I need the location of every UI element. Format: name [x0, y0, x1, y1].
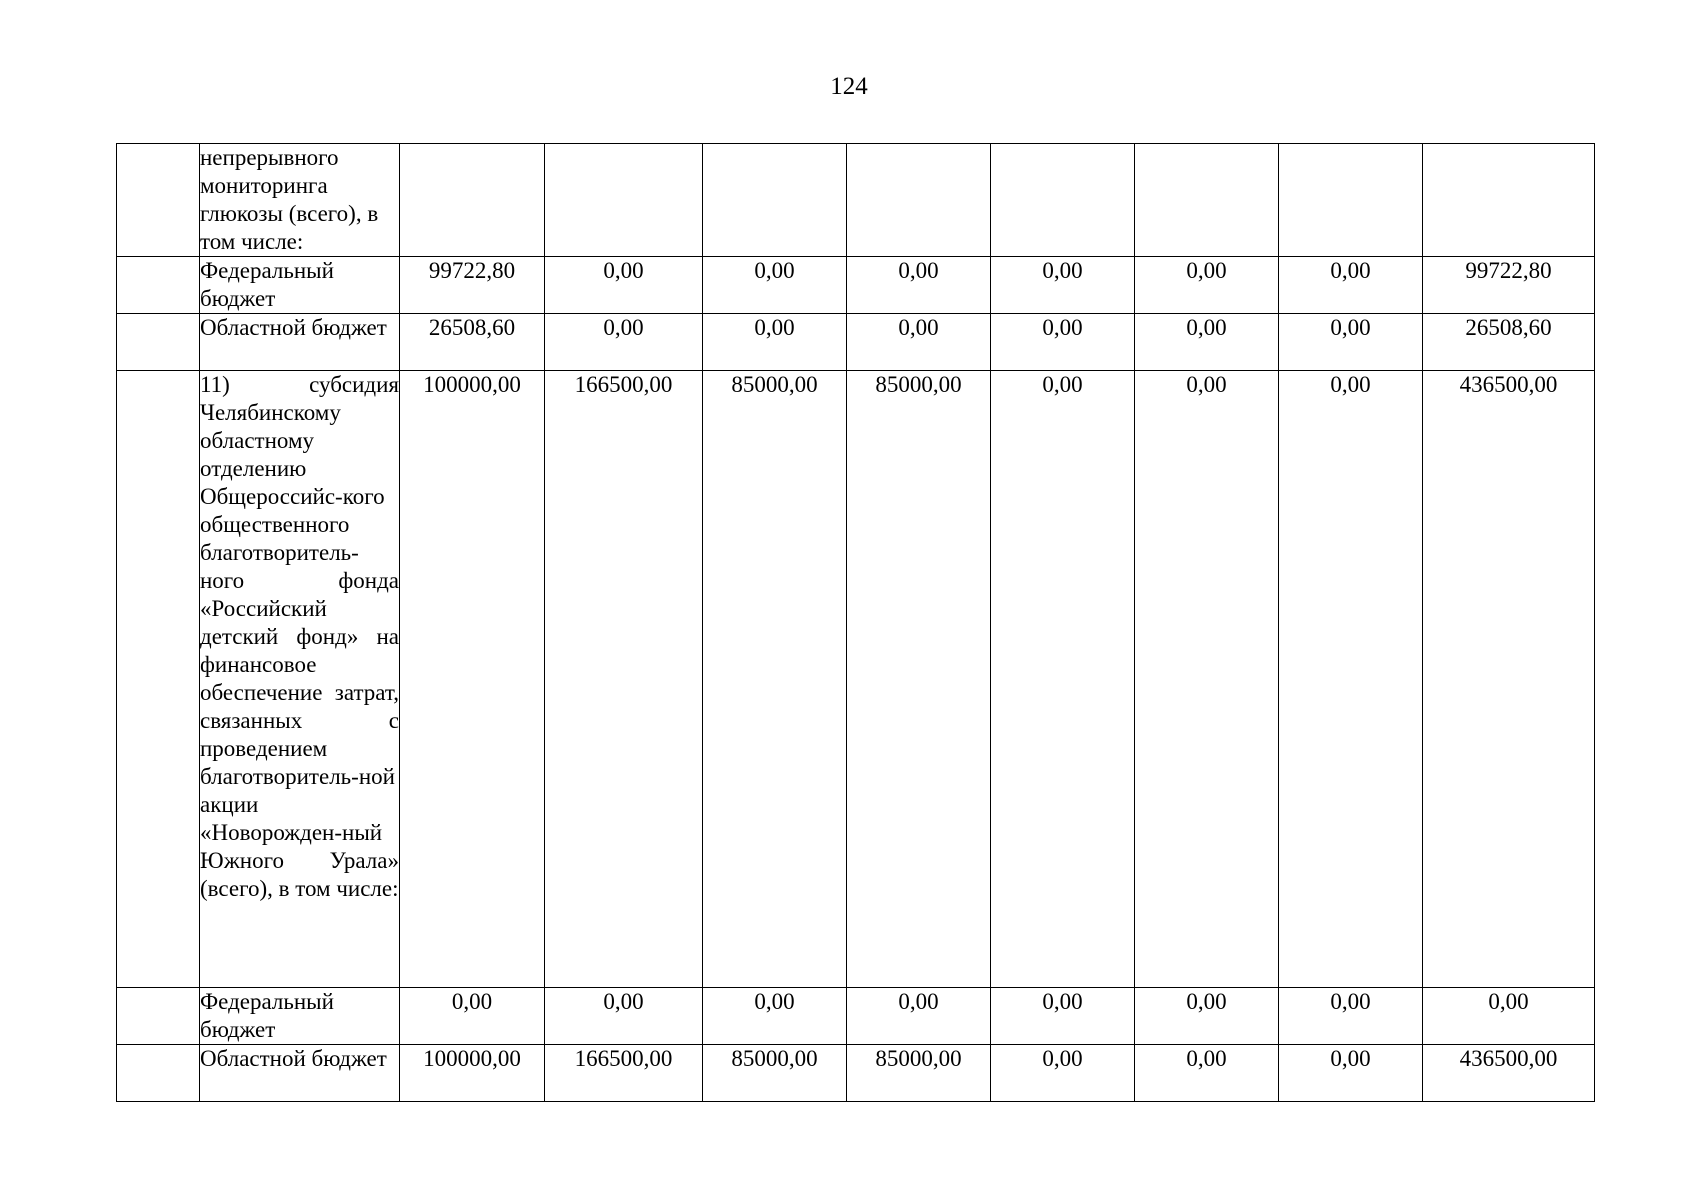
value-cell: 85000,00 [847, 371, 991, 988]
value-cell: 0,00 [847, 314, 991, 371]
value-cell: 99722,80 [1423, 257, 1595, 314]
value-cell [703, 144, 847, 257]
value-cell: 0,00 [1135, 988, 1279, 1045]
value-cell: 0,00 [991, 988, 1135, 1045]
value-cell: 0,00 [545, 988, 703, 1045]
value-cell: 0,00 [847, 257, 991, 314]
page-number: 124 [830, 73, 868, 100]
value-cell: 0,00 [991, 314, 1135, 371]
value-cell: 85000,00 [703, 371, 847, 988]
value-cell: 99722,80 [400, 257, 545, 314]
value-cell [1135, 144, 1279, 257]
row-code-cell [117, 988, 200, 1045]
row-description-cell: Областной бюджет [200, 314, 400, 371]
table-row [117, 257, 1595, 314]
row-code-cell [117, 257, 200, 314]
row-description-cell: непрерывного мониторинга глюкозы (всего), в том числе: [200, 144, 400, 257]
value-cell: 100000,00 [400, 371, 545, 988]
value-cell: 0,00 [847, 988, 991, 1045]
value-cell: 436500,00 [1423, 371, 1595, 988]
row-code-cell [117, 371, 200, 988]
row-code-cell [117, 144, 200, 257]
row-description-cell: Федеральный бюджет [200, 988, 400, 1045]
value-cell: 0,00 [703, 257, 847, 314]
value-cell: 100000,00 [400, 1045, 545, 1102]
value-cell: 0,00 [1279, 371, 1423, 988]
value-cell [1279, 144, 1423, 257]
value-cell: 0,00 [400, 988, 545, 1045]
value-cell: 0,00 [1279, 1045, 1423, 1102]
value-cell [991, 144, 1135, 257]
value-cell: 166500,00 [545, 371, 703, 988]
row-code-cell [117, 314, 200, 371]
value-cell: 0,00 [1135, 1045, 1279, 1102]
value-cell: 0,00 [545, 314, 703, 371]
value-cell: 0,00 [1423, 988, 1595, 1045]
table-row [117, 314, 1595, 371]
table-row [117, 1045, 1595, 1102]
value-cell [400, 144, 545, 257]
value-cell: 0,00 [1279, 314, 1423, 371]
value-cell: 0,00 [1135, 257, 1279, 314]
value-cell: 0,00 [1279, 988, 1423, 1045]
value-cell: 0,00 [1135, 371, 1279, 988]
value-cell: 0,00 [1135, 314, 1279, 371]
value-cell: 85000,00 [703, 1045, 847, 1102]
value-cell: 0,00 [991, 371, 1135, 988]
row-description-cell: 11) субсидия Челябинскому областному отделению Общероссийс-кого общественного благотворитель-ного фонда «Российский детский фонд» на финансовое обеспечение затрат, связанных с проведением благотворитель-ной акции «Новорожден-ный Южного Урала» (всего), в том числе: [200, 371, 400, 988]
value-cell: 0,00 [545, 257, 703, 314]
row-description-cell: Федеральный бюджет [200, 257, 400, 314]
table-row [117, 371, 1595, 988]
value-cell [545, 144, 703, 257]
value-cell: 0,00 [991, 1045, 1135, 1102]
value-cell: 436500,00 [1423, 1045, 1595, 1102]
value-cell: 0,00 [703, 314, 847, 371]
value-cell: 0,00 [991, 257, 1135, 314]
row-code-cell [117, 1045, 200, 1102]
value-cell: 26508,60 [1423, 314, 1595, 371]
value-cell [1423, 144, 1595, 257]
value-cell: 0,00 [1279, 257, 1423, 314]
value-cell: 26508,60 [400, 314, 545, 371]
budget-table [116, 143, 1595, 1102]
value-cell: 166500,00 [545, 1045, 703, 1102]
table-body [117, 144, 1595, 1102]
table-row [117, 988, 1595, 1045]
table-row [117, 144, 1595, 257]
value-cell: 85000,00 [847, 1045, 991, 1102]
value-cell [847, 144, 991, 257]
row-description-cell: Областной бюджет [200, 1045, 400, 1102]
value-cell: 0,00 [703, 988, 847, 1045]
